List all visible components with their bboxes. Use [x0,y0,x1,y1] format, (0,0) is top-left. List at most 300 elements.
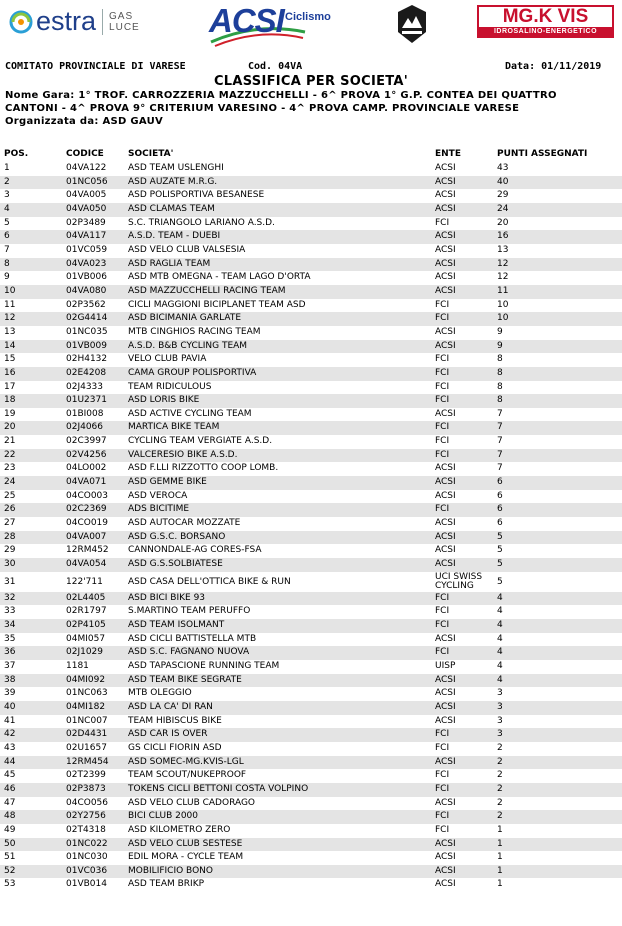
cell-punti: 3 [497,715,503,726]
table-row [0,503,622,517]
cell-codice: 02L4405 [66,592,106,603]
cell-punti: 4 [497,660,503,671]
table-row [0,189,622,203]
cell-punti: 2 [497,811,503,822]
cell-societa: BICI CLUB 2000 [128,811,199,822]
cell-punti: 24 [497,203,509,214]
cell-societa: ASD F.LLI RIZZOTTO COOP LOMB. [128,463,279,474]
table-row [0,258,622,272]
cell-codice: 01VC059 [66,244,108,255]
cell-societa: ASD AUTOCAR MOZZATE [128,518,241,529]
cell-ente: FCI [435,299,450,310]
cell-punti: 1 [497,824,503,835]
cell-ente: FCI [435,381,450,392]
race-name-line2: CANTONI - 4^ PROVA 9° CRITERIUM VARESINO - 4^ PROVA CAMP. PROVINCIALE VARESE [5,103,520,114]
cell-punti: 20 [497,217,509,228]
cell-societa: S.C. TRIANGOLO LARIANO A.S.D. [128,217,275,228]
cell-societa: ASD VEROCA [128,490,188,501]
cell-codice: 04CO019 [66,518,108,529]
cell-pos: 30 [4,559,16,570]
cell-ente: ACSI [435,852,456,863]
cell-pos: 37 [4,660,16,671]
table-row [0,490,622,504]
cell-punti: 2 [497,797,503,808]
table-row [0,605,622,619]
cell-societa: MTB CINGHIOS RACING TEAM [128,326,261,337]
cell-ente: FCI [435,436,450,447]
cell-punti: 2 [497,742,503,753]
col-punti-header: PUNTI ASSEGNATI [497,149,588,159]
cell-ente: ACSI [435,545,456,556]
table-header [0,149,622,161]
cell-societa: ADS BICITIME [128,504,190,515]
cell-societa: GS CICLI FIORIN ASD [128,742,222,753]
table-row [0,176,622,190]
cell-punti: 9 [497,326,503,337]
cell-pos: 3 [4,190,10,201]
cell-pos: 5 [4,217,10,228]
cell-pos: 26 [4,504,16,515]
cell-codice: 04MI057 [66,633,106,644]
cell-codice: 04MI182 [66,701,106,712]
table-row [0,824,622,838]
cell-pos: 49 [4,824,16,835]
cell-punti: 10 [497,299,509,310]
cell-codice: 02C3997 [66,436,107,447]
cell-pos: 52 [4,865,16,876]
table-row [0,312,622,326]
organizer: Organizzata da: ASD GAUV [5,116,164,127]
cell-pos: 4 [4,203,10,214]
cell-codice: 01NC035 [66,326,108,337]
cell-pos: 53 [4,879,16,890]
cell-codice: 04LO002 [66,463,107,474]
cell-societa: ASD VELO CLUB CADORAGO [128,797,256,808]
cell-punti: 6 [497,518,503,529]
cell-codice: 12RM454 [66,756,109,767]
cell-societa: TOKENS CICLI BETTONI COSTA VOLPINO [128,783,309,794]
cell-societa: ASD AUZATE M.R.G. [128,176,218,187]
cell-codice: 01NC063 [66,688,108,699]
cell-codice: 04VA122 [66,163,107,173]
cell-codice: 04VA071 [66,477,107,488]
cell-societa: ASD TAPASCIONE RUNNING TEAM [128,660,280,671]
cell-pos: 42 [4,729,16,740]
table-row [0,865,622,879]
cell-punti: 2 [497,783,503,794]
table-row [0,340,622,354]
cell-pos: 16 [4,367,16,378]
cell-punti: 7 [497,422,503,433]
cell-societa: S.MARTINO TEAM PERUFFO [128,606,251,617]
table-row [0,592,622,606]
cell-codice: 02T2399 [66,770,106,781]
acsi-subtitle: Ciclismo [285,11,331,23]
table-row [0,572,622,592]
cell-pos: 41 [4,715,16,726]
cell-codice: 122'711 [66,576,103,587]
cell-ente: ACSI [435,518,456,529]
table-row [0,544,622,558]
cell-codice: 01BI008 [66,408,104,419]
cell-ente: FCI [435,504,450,515]
cell-punti: 1 [497,865,503,876]
table-row [0,203,622,217]
table-row [0,838,622,852]
cell-codice: 01VC036 [66,865,108,876]
estra-luce-text: LUCE [109,21,140,33]
cell-punti: 5 [497,531,503,542]
cell-pos: 7 [4,244,10,255]
cell-societa: ASD CICLI BATTISTELLA MTB [128,633,257,644]
cell-societa: ASD VELO CLUB VALSESIA [128,244,246,255]
cell-punti: 3 [497,688,503,699]
cell-ente: FCI [435,354,450,365]
table-row [0,797,622,811]
cell-ente: ACSI [435,879,456,890]
cell-punti: 9 [497,340,503,351]
cell-pos: 14 [4,340,16,351]
cell-ente: FCI [435,367,450,378]
table-row [0,162,622,176]
cell-societa: ASD VELO CLUB SESTESE [128,838,243,849]
cell-societa: ASD BICI BIKE 93 [128,592,206,603]
cell-ente: ACSI [435,756,456,767]
cell-punti: 13 [497,244,509,255]
cell-ente: FCI [435,729,450,740]
cell-punti: 12 [497,258,509,269]
cell-societa: CAMA GROUP POLISPORTIVA [128,367,257,378]
cell-codice: 04VA080 [66,285,107,296]
cell-pos: 22 [4,449,16,460]
cell-pos: 44 [4,756,16,767]
cell-ente: ACSI [435,285,456,296]
estra-logo [8,6,140,37]
table-row [0,756,622,770]
cell-punti: 16 [497,231,509,242]
cell-codice: 1181 [66,660,89,671]
cell-pos: 40 [4,701,16,712]
cell-ente: FCI [435,217,450,228]
cell-codice: 04VA023 [66,258,107,269]
cell-codice: 02D4431 [66,729,108,740]
cell-codice: 01VB009 [66,340,107,351]
table-row [0,531,622,545]
cell-ente: FCI [435,824,450,835]
table-row [0,810,622,824]
cell-pos: 12 [4,313,16,324]
cell-pos: 29 [4,545,16,556]
cell-punti: 6 [497,490,503,501]
cell-pos: 35 [4,633,16,644]
cell-pos: 17 [4,381,16,392]
cell-pos: 13 [4,326,16,337]
cell-punti: 8 [497,354,503,365]
table-row [0,230,622,244]
cell-societa: ASD G.S.C. BORSANO [128,531,226,542]
cell-societa: VALCERESIO BIKE A.S.D. [128,449,238,460]
table-row [0,435,622,449]
cell-ente: ACSI [435,674,456,685]
cell-punti: 1 [497,852,503,863]
cell-ente: UISP [435,660,456,671]
cell-societa: TEAM HIBISCUS BIKE [128,715,222,726]
table-row [0,687,622,701]
cell-punti: 29 [497,190,509,201]
cell-punti: 10 [497,313,509,324]
cell-pos: 28 [4,531,16,542]
cell-codice: 02J4333 [66,381,104,392]
table-row [0,408,622,422]
cell-punti: 2 [497,770,503,781]
cell-punti: 4 [497,620,503,630]
cell-codice: 02V4256 [66,449,107,460]
cell-punti: 4 [497,633,503,644]
estra-swirl-icon [8,9,34,35]
table-row [0,449,622,463]
cell-pos: 11 [4,299,16,310]
cell-pos: 15 [4,354,16,365]
estra-separator [102,9,103,35]
cell-societa: ASD S.C. FAGNANO NUOVA [128,647,250,658]
cell-pos: 47 [4,797,16,808]
cell-ente: FCI [435,783,450,794]
table-row [0,728,622,742]
cell-pos: 27 [4,518,16,529]
table-row [0,674,622,688]
cell-societa: A.S.D. TEAM - DUEBI [128,231,221,242]
cell-societa: ASD ACTIVE CYCLING TEAM [128,408,252,419]
cell-codice: 04VA117 [66,231,107,242]
cell-pos: 38 [4,674,16,685]
cell-codice: 02J1029 [66,647,104,658]
cell-ente: FCI [435,422,450,433]
cell-codice: 04CO056 [66,797,108,808]
cell-punti: 4 [497,647,503,658]
cell-codice: 02Y2756 [66,811,106,822]
table-row [0,878,622,892]
cell-pos: 45 [4,770,16,781]
cell-punti: 5 [497,545,503,556]
cell-punti: 5 [497,576,503,587]
cell-ente: FCI [435,770,450,781]
cell-pos: 9 [4,272,10,283]
cell-codice: 02U1657 [66,742,107,753]
cell-punti: 1 [497,879,503,890]
cell-societa: ASD MAZZUCCHELLI RACING TEAM [128,285,286,296]
cell-ente: ACSI [435,326,456,337]
cell-pos: 43 [4,742,16,753]
cell-societa: ASD BICIMANIA GARLATE [128,313,242,324]
cell-societa: ASD TEAM BRIKP [128,879,205,890]
cell-pos: 23 [4,463,16,474]
table-row [0,701,622,715]
cell-pos: 18 [4,395,16,406]
table-row [0,353,622,367]
table-row [0,299,622,313]
cell-societa: ASD TEAM USLENGHI [128,163,224,173]
mgkvis-main: MG.K VIS [479,7,612,27]
col-societa-header: SOCIETA' [128,149,174,159]
cell-pos: 31 [4,576,16,587]
report-date: Data: 01/11/2019 [505,61,602,72]
cell-punti: 43 [497,163,509,173]
cell-ente: FCI [435,620,450,630]
table-row [0,851,622,865]
cell-pos: 2 [4,176,10,187]
cell-pos: 6 [4,231,10,242]
cell-societa: ASD TEAM BIKE SEGRATE [128,674,242,685]
cell-codice: 02P3873 [66,783,106,794]
cell-ente: ACSI [435,559,456,570]
cell-codice: 04CO003 [66,490,108,501]
table-row [0,285,622,299]
table-row [0,558,622,572]
cell-punti: 7 [497,449,503,460]
cell-punti: 2 [497,756,503,767]
cell-societa: MOBILIFICIO BONO [128,865,213,876]
cell-societa: ASD POLISPORTIVA BESANESE [128,190,265,201]
cell-ente: ACSI [435,865,456,876]
cell-pos: 46 [4,783,16,794]
cell-ente: ACSI [435,463,456,474]
cell-ente: ACSI [435,203,456,214]
cell-pos: 51 [4,852,16,863]
cell-societa: CICLI MAGGIONI BICIPLANET TEAM ASD [128,299,306,310]
cell-ente: ACSI [435,688,456,699]
cell-ente: FCI [435,395,450,406]
cell-ente: FCI [435,742,450,753]
estra-gas-text: GAS [109,10,134,22]
cell-codice: 02P4105 [66,620,106,630]
cell-codice: 04VA050 [66,203,107,214]
table-row [0,619,622,633]
mgkvis-logo [477,5,614,38]
cell-ente: ACSI [435,797,456,808]
table-row [0,381,622,395]
cell-societa: MTB OLEGGIO [128,688,192,699]
mgkvis-sub: IDROSALINO-ENERGETICO [479,27,612,36]
cell-ente: ACSI [435,633,456,644]
cell-punti: 4 [497,674,503,685]
cell-codice: 04VA005 [66,190,107,201]
cell-codice: 04MI092 [66,674,106,685]
cell-codice: 02C2369 [66,504,107,515]
cell-ente: FCI [435,449,450,460]
cell-societa: ASD LA CA' DI RAN [128,701,213,712]
cell-pos: 32 [4,592,16,603]
cell-ente: ACSI [435,176,456,187]
cell-pos: 10 [4,285,16,296]
cell-pos: 24 [4,477,16,488]
cell-codice: 04VA054 [66,559,107,570]
cell-codice: 01NC030 [66,852,108,863]
cell-pos: 1 [4,163,10,173]
cell-societa: CYCLING TEAM VERGIATE A.S.D. [128,436,273,447]
cell-pos: 39 [4,688,16,699]
cell-societa: ASD RAGLIA TEAM [128,258,211,269]
cell-societa: ASD GEMME BIKE [128,477,207,488]
table-row [0,660,622,674]
table-row [0,742,622,756]
table-row [0,367,622,381]
table-row [0,394,622,408]
cell-ente: ACSI [435,231,456,242]
cell-ente: ACSI [435,701,456,712]
cell-ente: ACSI [435,490,456,501]
cell-codice: 02P3489 [66,217,106,228]
cell-ente: ACSI [435,244,456,255]
cell-societa: EDIL MORA - CYCLE TEAM [128,852,244,863]
cell-societa: ASD CLAMAS TEAM [128,203,215,214]
cell-punti: 6 [497,477,503,488]
cell-punti: 1 [497,838,503,849]
cell-pos: 48 [4,811,16,822]
table-row [0,271,622,285]
cell-codice: 02P3562 [66,299,106,310]
table-row [0,783,622,797]
table-row [0,646,622,660]
cell-punti: 7 [497,408,503,419]
cell-ente: FCI [435,592,450,603]
cell-punti: 12 [497,272,509,283]
ranking-table [0,162,622,892]
cell-ente: ACSI [435,477,456,488]
cell-punti: 7 [497,436,503,447]
table-row [0,462,622,476]
estra-gas-luce [109,11,140,33]
mountain-badge-icon [396,4,428,44]
cell-societa: ASD LORIS BIKE [128,395,200,406]
cell-societa: VELO CLUB PAVIA [128,354,207,365]
cell-codice: 01VB006 [66,272,107,283]
cell-punti: 8 [497,381,503,392]
cell-pos: 50 [4,838,16,849]
table-row [0,421,622,435]
cell-codice: 01VB014 [66,879,107,890]
col-codice-header: CODICE [66,149,104,159]
committee-name: COMITATO PROVINCIALE DI VARESE [5,61,186,72]
cell-pos: 36 [4,647,16,658]
estra-wordmark: estra [36,6,97,36]
cell-codice: 02H4132 [66,354,108,365]
cell-punti: 3 [497,729,503,740]
cell-societa: ASD G.S.SOLBIATESE [128,559,223,570]
cell-codice: 02R1797 [66,606,107,617]
cell-ente: FCI [435,647,450,658]
cell-societa: TEAM RIDICULOUS [128,381,212,392]
cell-codice: 01NC007 [66,715,108,726]
table-row [0,244,622,258]
cell-ente: FCI [435,606,450,617]
cell-codice: 02G4414 [66,313,108,324]
cell-societa: ASD CAR IS OVER [128,729,208,740]
cell-punti: 4 [497,606,503,617]
cell-punti: 8 [497,367,503,378]
cell-ente: ACSI [435,408,456,419]
cell-punti: 3 [497,701,503,712]
cell-societa: ASD MTB OMEGNA - TEAM LAGO D'ORTA [128,272,311,283]
cell-ente: ACSI [435,272,456,283]
cell-punti: 6 [497,504,503,515]
table-row [0,769,622,783]
cell-ente: ACSI [435,190,456,201]
cell-codice: 01U2371 [66,395,107,406]
table-row [0,633,622,647]
col-pos-header: POS. [4,149,29,159]
cell-punti: 40 [497,176,509,187]
cell-ente: ACSI [435,340,456,351]
